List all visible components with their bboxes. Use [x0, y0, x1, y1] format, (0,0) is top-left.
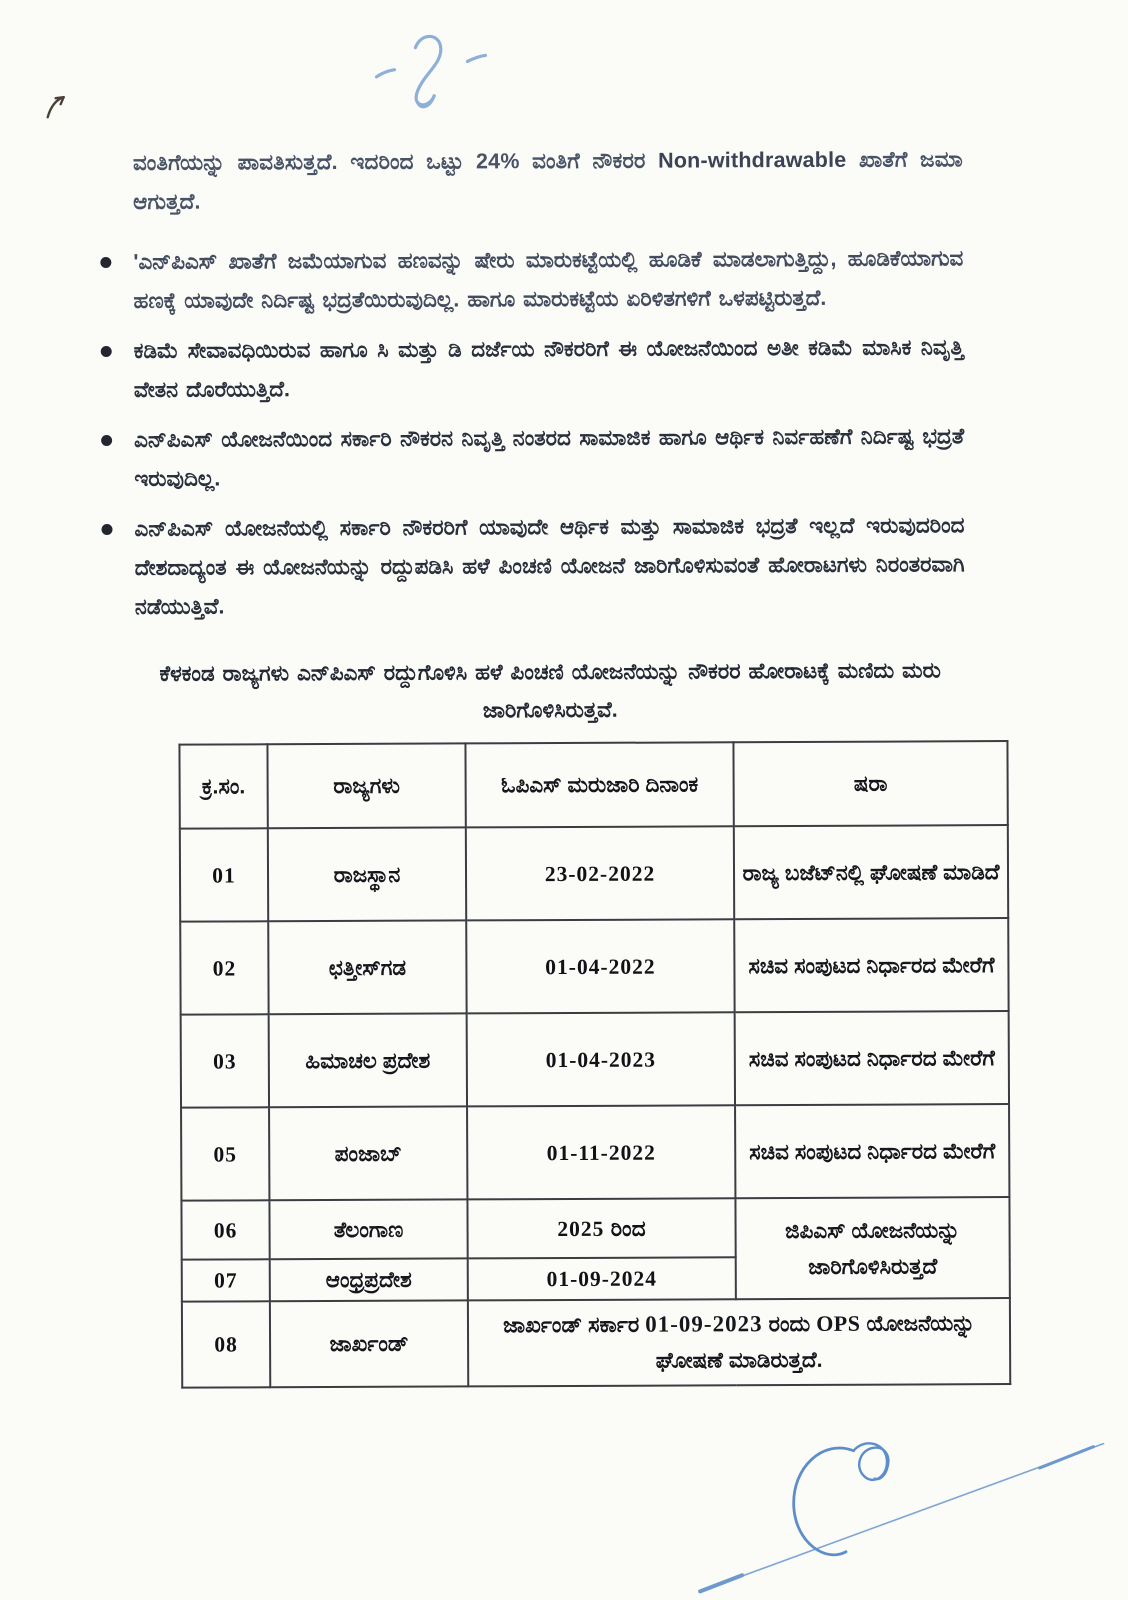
state-cell: ಪಂಜಾಬ್: [269, 1106, 467, 1200]
date-cell: 01-04-2022: [466, 919, 734, 1013]
date-cell: [467, 1198, 735, 1258]
table-row: [180, 825, 1008, 922]
date-cell: 01-04-2023: [467, 1012, 735, 1106]
remark-cell: ಸಚಿವ ಸಂಪುಟದ ನಿರ್ಧಾರದ ಮೇರೆಗೆ: [735, 1104, 1009, 1198]
sl-no-cell: 06: [181, 1200, 269, 1259]
sl-no-cell: 08: [182, 1301, 270, 1387]
sl-no-cell: 05: [181, 1107, 269, 1200]
paragraph-bold-term: Non-withdrawable: [658, 147, 847, 173]
remark-cell-merged: ಜಿಪಿಎಸ್ ಯೋಜನೆಯನ್ನು ಜಾರಿಗೊಳಿಸಿರುತ್ತದೆ: [735, 1197, 1009, 1299]
table-intro-text: ಕೆಳಕಂಡ ರಾಜ್ಯಗಳು ಎನ್‌ಪಿಎಸ್ ರದ್ದುಗೊಳಿಸಿ ಹಳೆ ಪಿಂಚಣಿ ಯೋಜನೆಯನ್ನು ನೌಕರರ ಹೋರಾಟಕ್ಕೆ ಮಣಿದು ಮರು ಜಾರಿಗೊಳಿಸಿರುತ್ತವೆ.: [159, 658, 941, 723]
margin-pen-mark-icon: [38, 86, 82, 130]
date-cell: 01-09-2024: [468, 1257, 736, 1300]
sl-no-cell: 03: [181, 1014, 269, 1107]
table-row: [180, 918, 1008, 1015]
paragraph-text-end: ಖಾತೆಗೆ ಜಮಾ ಆಗುತ್ತದೆ.: [133, 146, 963, 214]
continued-paragraph: [133, 140, 963, 222]
state-cell: ಛತ್ತೀಸ್‌ಗಡ: [268, 920, 466, 1014]
sl-no-cell: 01: [180, 828, 268, 921]
date-number: 2025: [557, 1216, 605, 1241]
state-cell: ಆಂಧ್ರಪ್ರದೇಶ: [270, 1258, 468, 1301]
date-cell: 01-11-2022: [467, 1105, 735, 1199]
list-item: ಎನ್‌ಪಿಎಸ್ ಯೋಜನೆಯಲ್ಲಿ ಸರ್ಕಾರಿ ನೌಕರರಿಗೆ ಯಾವುದೇ ಆರ್ಥಿಕ ಮತ್ತು ಸಾಮಾಜಿಕ ಭದ್ರತೆ ಇಲ್ಲದೆ ಇರುವುದರಿಂದ ದೇಶದಾದ್ಯಂತ ಈ ಯೋಜನೆಯನ್ನು ರದ್ದುಪಡಿಸಿ ಹಳೆ ಪಿಂಚಣಿ ಯೋಜನೆ ಜಾರಿಗೊಳಿಸುವಂತೆ ಹೋರಾಟಗಳು ನಿರಂತರವಾಗಿ ನಡೆಯುತ್ತಿವೆ.: [134, 506, 965, 627]
sl-no-cell: 07: [182, 1259, 270, 1301]
table-row: [181, 1011, 1009, 1108]
table-row: [182, 1298, 1010, 1388]
state-cell: ರಾಜಸ್ಥಾನ: [268, 827, 466, 921]
remark-cell: ಸಚಿವ ಸಂಪುಟದ ನಿರ್ಧಾರದ ಮೇರೆಗೆ: [735, 1011, 1009, 1105]
list-item: ಕಡಿಮೆ ಸೇವಾವಧಿಯಿರುವ ಹಾಗೂ ಸಿ ಮತ್ತು ಡಿ ದರ್ಜೆಯ ನೌಕರರಿಗೆ ಈ ಯೋಜನೆಯಿಂದ ಅತೀ ಕಡಿಮೆ ಮಾಸಿಕ ನಿವೃತ್ತಿ ವೇತನ ದೊರೆಯುತ್ತಿದೆ.: [134, 328, 964, 410]
list-item: 'ಎನ್‌ಪಿಎಸ್ ಖಾತೆಗೆ ಜಮೆಯಾಗುವ ಹಣವನ್ನು ಷೇರು ಮಾರುಕಟ್ಟೆಯಲ್ಲಿ ಹೂಡಿಕೆ ಮಾಡಲಾಗುತ್ತಿದ್ದು, ಹೂಡಿಕೆಯಾಗುವ ಹಣಕ್ಕೆ ಯಾವುದೇ ನಿರ್ದಿಷ್ಟ ಭದ್ರತೆಯಿರುವುದಿಲ್ಲ. ಹಾಗೂ ಮಾರುಕಟ್ಟೆಯ ಏರಿಳಿತಗಳಿಗೆ ಒಳಪಟ್ಟಿರುತ್ತದೆ.: [133, 239, 963, 321]
table-row: [181, 1197, 1009, 1260]
handwritten-page-number-2-icon: [369, 20, 499, 116]
signature-scribble-icon: [641, 1420, 1128, 1600]
state-cell: ತೆಲಂಗಾಣ: [269, 1199, 467, 1259]
merged-text: ಯೋಜನೆಯನ್ನು ಘೋಷಣೆ ಮಾಡಿರುತ್ತದೆ.: [655, 1311, 975, 1373]
sl-no-cell: 02: [180, 921, 268, 1014]
bullet-list: [133, 239, 965, 627]
header-ops-date: ಓಪಿಎಸ್ ಮರುಜಾರಿ ದಿನಾಂಕ: [465, 742, 733, 827]
remark-cell: ಸಚಿವ ಸಂಪುಟದ ನಿರ್ಧಾರದ ಮೇರೆಗೆ: [734, 918, 1008, 1012]
state-cell: ಜಾರ್ಖಂಡ್: [270, 1300, 468, 1387]
ops-states-table: [178, 740, 1011, 1389]
state-cell: ಹಿಮಾಚಲ ಪ್ರದೇಶ: [269, 1013, 467, 1107]
merged-text: ಜಾರ್ಖಂಡ್ ಸರ್ಕಾರ: [503, 1312, 640, 1338]
date-suffix: ರಿಂದ: [610, 1216, 646, 1241]
header-remarks: ಷರಾ: [733, 741, 1007, 826]
header-sl-no: ಕ್ರ.ಸಂ.: [179, 744, 267, 828]
header-states: ರಾಜ್ಯಗಳು: [267, 743, 465, 828]
merged-ops-term: OPS: [816, 1310, 861, 1336]
body-text-block: [133, 118, 966, 731]
list-item: ಎನ್‌ಪಿಎಸ್ ಯೋಜನೆಯಿಂದ ಸರ್ಕಾರಿ ನೌಕರನ ನಿವೃತ್ತಿ ನಂತರದ ಸಾಮಾಜಿಕ ಹಾಗೂ ಆರ್ಥಿಕ ನಿರ್ವಹಣೆಗೆ ನಿರ್ದಿಷ್ಟ ಭದ್ರತೆ ಇರುವುದಿಲ್ಲ.: [134, 417, 964, 499]
date-cell: 23-02-2022: [466, 826, 734, 920]
date-remark-merged-cell: [468, 1298, 1010, 1386]
table-row: [181, 1104, 1009, 1201]
table-header-row: [179, 741, 1007, 829]
merged-text: ರಂದು: [768, 1311, 811, 1337]
paragraph-text: ವಂತಿಗೆಯನ್ನು ಪಾವತಿಸುತ್ತದೆ. ಇದರಿಂದ ಒಟ್ಟು 24% ವಂತಿಗೆ ನೌಕರರ: [132, 148, 659, 175]
merged-date: 01-09-2023: [645, 1311, 763, 1337]
remark-cell: ರಾಜ್ಯ ಬಜೆಟ್‌ನಲ್ಲಿ ಘೋಷಣೆ ಮಾಡಿದೆ: [734, 825, 1008, 919]
